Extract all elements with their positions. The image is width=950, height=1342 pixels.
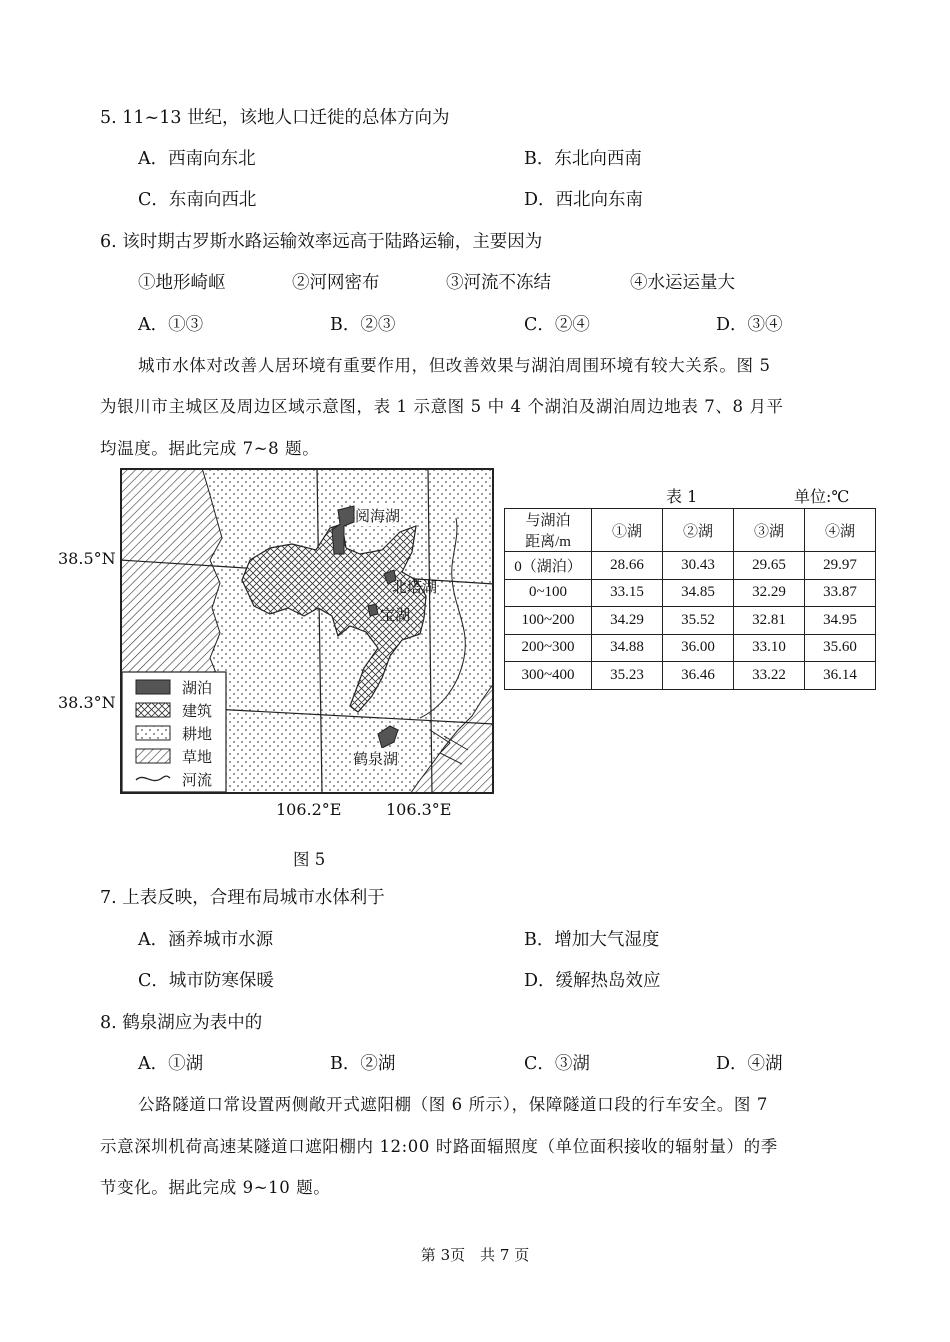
q6-item-3: ③河流不冻结 [446, 273, 551, 293]
label-bao-lake: 宝湖 [380, 606, 411, 624]
table-row [505, 634, 876, 662]
table-cell: 30.43 [663, 552, 734, 580]
lon-label-106-3: 106.3°E [386, 800, 452, 819]
q8-option-c: C．③湖 [524, 1054, 590, 1074]
table-cell: 28.66 [592, 552, 663, 580]
q6-option-d: D．③④ [716, 315, 783, 335]
table-title: 表 1 [666, 487, 698, 506]
row-distance: 300~400 [505, 662, 592, 690]
table-cell: 33.87 [805, 579, 876, 607]
lat-label-38-3: 38.3°N [58, 693, 116, 712]
passage1-line1: 城市水体对改善人居环境有重要作用，但改善效果与湖泊周围环境有较大关系。图 5 [138, 356, 771, 375]
table-cell: 33.22 [734, 662, 805, 690]
legend-label-building: 建筑 [182, 702, 213, 720]
q5-option-a: A．西南向东北 [138, 149, 256, 169]
temperature-table [504, 508, 876, 690]
q7-option-a: A．涵养城市水源 [138, 930, 274, 950]
passage2-line3: 节变化。据此完成 9~10 题。 [100, 1178, 331, 1197]
q6-option-a: A．①③ [138, 315, 204, 335]
table-cell: 34.88 [592, 634, 663, 662]
table-row [505, 662, 876, 690]
passage1-line3: 均温度。据此完成 7~8 题。 [100, 439, 320, 458]
q6-option-b: B．②③ [330, 315, 396, 335]
header-distance [505, 509, 592, 552]
table-row [505, 552, 876, 580]
header-lake-3: ③湖 [734, 509, 805, 552]
passage1-line2: 为银川市主城区及周边区域示意图，表 1 示意图 5 中 4 个湖泊及湖泊周边地表 7、8 月平 [100, 397, 784, 416]
table-cell: 36.46 [663, 662, 734, 690]
table-cell: 33.15 [592, 579, 663, 607]
q6-item-1: ①地形崎岖 [138, 273, 226, 293]
q6-item-2: ②河网密布 [292, 273, 380, 293]
label-yuehai-lake: 阅海湖 [355, 507, 401, 525]
passage2-line2: 示意深圳机荷高速某隧道口遮阳棚内 12:00 时路面辐照度（单位面积接收的辐射量）的季 [100, 1137, 778, 1156]
yinchuan-map [120, 468, 494, 794]
row-distance: 0（湖泊） [505, 552, 592, 580]
table-row [505, 607, 876, 635]
table-cell: 35.23 [592, 662, 663, 690]
q7-option-b: B．增加大气湿度 [524, 930, 660, 950]
legend-label-farmland: 耕地 [182, 725, 213, 743]
label-beita-lake: 北塔湖 [392, 578, 438, 596]
row-distance: 200~300 [505, 634, 592, 662]
table-cell: 34.95 [805, 607, 876, 635]
header-distance-line2: 距离/m [525, 534, 571, 550]
q6-stem: 6. 该时期古罗斯水路运输效率远高于陆路运输，主要因为 [100, 232, 543, 252]
table-cell: 36.14 [805, 662, 876, 690]
legend-label-lake: 湖泊 [182, 679, 213, 697]
table-cell: 34.29 [592, 607, 663, 635]
q8-stem: 8. 鹤泉湖应为表中的 [100, 1013, 263, 1033]
table-row [505, 579, 876, 607]
table-cell: 32.81 [734, 607, 805, 635]
q8-option-a: A．①湖 [138, 1054, 204, 1074]
passage2-line1: 公路隧道口常设置两侧敞开式遮阳棚（图 6 所示），保障隧道口段的行车安全。图 7 [138, 1095, 768, 1114]
figure-caption: 图 5 [293, 850, 326, 869]
legend-swatch-lake [136, 680, 170, 694]
q6-option-c: C．②④ [524, 315, 590, 335]
table-unit: 单位:℃ [794, 487, 850, 506]
lake-baohu [368, 604, 378, 616]
table-header-row [505, 509, 876, 552]
q5-option-b: B．东北向西南 [524, 149, 642, 169]
table-cell: 33.10 [734, 634, 805, 662]
legend-swatch-grassland [136, 749, 170, 763]
label-hequan-lake: 鹤泉湖 [353, 750, 399, 768]
q7-stem: 7. 上表反映，合理布局城市水体利于 [100, 888, 385, 908]
legend-label-river: 河流 [182, 771, 213, 789]
header-distance-line1: 与湖泊 [525, 513, 571, 529]
lon-label-106-2: 106.2°E [276, 800, 342, 819]
page-footer: 第 3页 共 7 页 [420, 1246, 530, 1264]
header-lake-2: ②湖 [663, 509, 734, 552]
legend-swatch-farmland [136, 726, 170, 740]
q7-option-d: D．缓解热岛效应 [524, 971, 661, 991]
q8-option-b: B．②湖 [330, 1054, 396, 1074]
header-lake-4: ④湖 [805, 509, 876, 552]
lat-label-38-5: 38.5°N [58, 549, 116, 568]
q5-stem: 5. 11~13 世纪，该地人口迁徙的总体方向为 [100, 108, 450, 128]
row-distance: 100~200 [505, 607, 592, 635]
legend-swatch-building [136, 703, 170, 717]
table-cell: 36.00 [663, 634, 734, 662]
table-cell: 35.60 [805, 634, 876, 662]
header-lake-1: ①湖 [592, 509, 663, 552]
q6-item-4: ④水运运量大 [630, 273, 735, 293]
q5-option-c: C．东南向西北 [138, 190, 257, 210]
table-cell: 35.52 [663, 607, 734, 635]
q5-option-d: D．西北向东南 [524, 190, 644, 210]
q7-option-c: C．城市防寒保暖 [138, 971, 274, 991]
table-cell: 29.65 [734, 552, 805, 580]
q8-option-d: D．④湖 [716, 1054, 783, 1074]
row-distance: 0~100 [505, 579, 592, 607]
table-cell: 32.29 [734, 579, 805, 607]
table-cell: 29.97 [805, 552, 876, 580]
table-cell: 34.85 [663, 579, 734, 607]
legend-label-grassland: 草地 [182, 748, 213, 766]
